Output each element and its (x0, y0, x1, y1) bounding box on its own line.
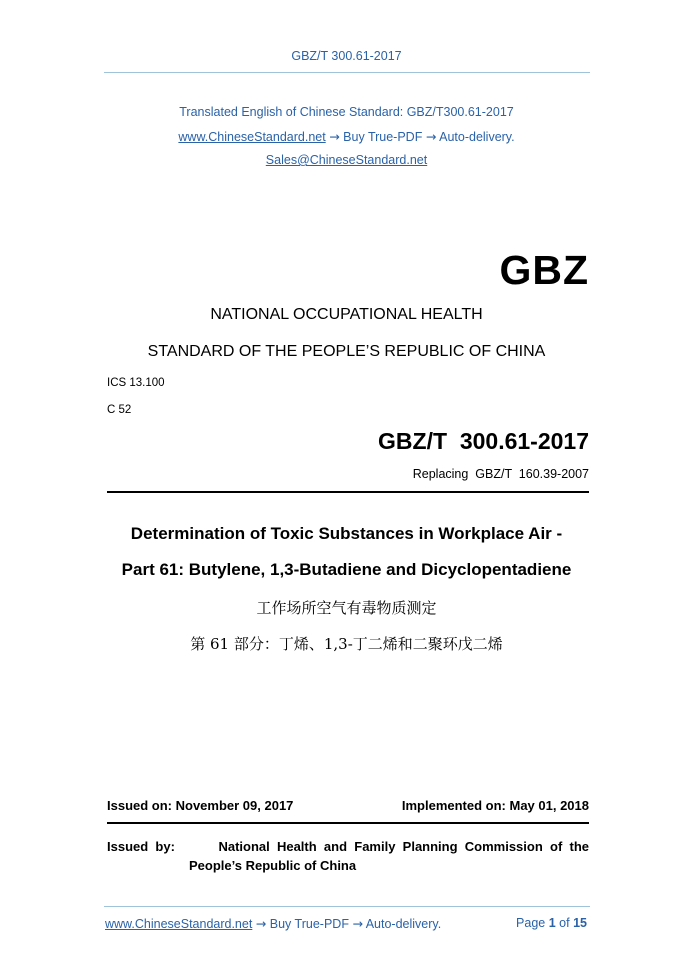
site-link[interactable]: www.ChineseStandard.net (178, 130, 326, 144)
footer-divider (104, 906, 590, 907)
ics-code: ICS 13.100 (107, 377, 165, 389)
page-indicator (516, 916, 587, 930)
gbz-logo: GBZ (499, 247, 589, 293)
header-divider (104, 72, 590, 73)
title-en-line-2: Part 61: Butylene, 1,3-Butadiene and Dicyclopentadiene (121, 560, 572, 579)
sales-email-link[interactable]: Sales@ChineseStandard.net (265, 153, 428, 167)
page-current: 1 (548, 916, 556, 930)
title-en-line-1: Determination of Toxic Substances in Workplace Air - (130, 524, 563, 543)
footer-buy-pdf-text: Buy True-PDF (269, 917, 349, 931)
authority-line-1: NATIONAL OCCUPATIONAL HEALTH (210, 306, 483, 323)
footer-site-link[interactable]: www.ChineseStandard.net (105, 917, 253, 931)
authority-line-2: STANDARD OF THE PEOPLE’S REPUBLIC OF CHINA (147, 343, 546, 360)
arrow-right-icon: → (352, 916, 363, 931)
title-divider (107, 491, 589, 493)
ccs-code: C 52 (107, 404, 132, 416)
title-zh-line-1: 工作场所空气有毒物质测定 (256, 599, 437, 617)
arrow-right-icon: → (425, 129, 437, 144)
title-zh-line-2: 第 61 部分：丁烯、1,3-丁二烯和二聚环戊二烯 (190, 635, 503, 653)
footer-auto-delivery-text: Auto-delivery. (365, 917, 442, 931)
issuer-line-2: People’s Republic of China (189, 858, 357, 873)
arrow-right-icon: → (329, 129, 340, 144)
buy-pdf-text: Buy True-PDF (343, 130, 423, 144)
purchase-line (0, 129, 693, 144)
translation-notice: Translated English of Chinese Standard: GBZ/T300.61-2017 (179, 105, 514, 119)
issuer-line-1: National Health and Family Planning Commission of the (218, 839, 589, 854)
arrow-right-icon: → (255, 916, 267, 931)
footer-purchase-line (105, 916, 441, 931)
replacing-note: Replacing GBZ/T 160.39-2007 (412, 467, 589, 481)
page-total: 15 (573, 916, 587, 930)
standard-number: GBZ/T 300.61-2017 (378, 428, 589, 454)
issued-date: Issued on: November 09, 2017 (107, 798, 294, 813)
header-doc-code: GBZ/T 300.61-2017 (291, 49, 402, 63)
dates-divider (107, 822, 589, 824)
page-of-label: of (559, 916, 570, 930)
auto-delivery-text: Auto-delivery. (439, 130, 515, 144)
issuer-label: Issued by: (107, 839, 175, 854)
page-label: Page (516, 916, 546, 930)
sales-line (0, 153, 693, 167)
implemented-date: Implemented on: May 01, 2018 (401, 798, 589, 813)
